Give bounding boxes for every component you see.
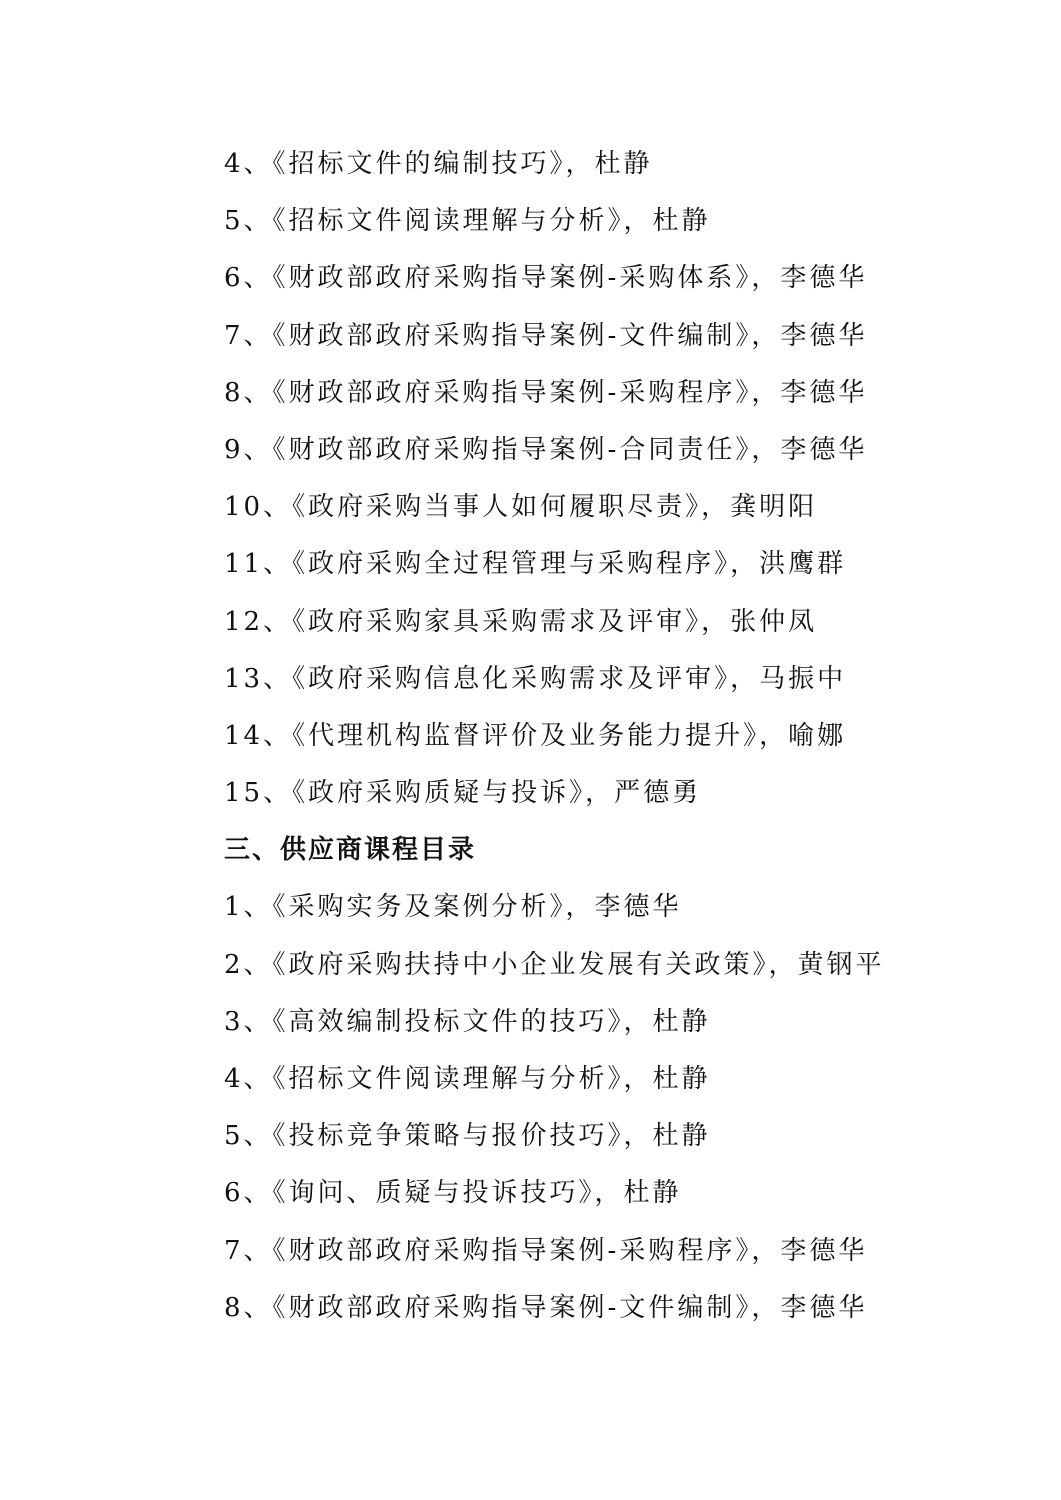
- list-item: 4、《招标文件的编制技巧》，杜静: [224, 149, 653, 179]
- list-item: 4、《招标文件阅读理解与分析》，杜静: [224, 1064, 711, 1094]
- list-item: 6、《询问、质疑与投诉技巧》，杜静: [224, 1178, 682, 1209]
- list-item: 3、《高效编制投标文件的技巧》，杜静: [224, 1006, 711, 1037]
- list-item: 10、《政府采购当事人如何履职尽责》，龚明阳: [224, 492, 818, 523]
- list-item: 7、《财政部政府采购指导案例-采购程序》，李德华: [224, 1235, 868, 1266]
- list-item: 2、《政府采购扶持中小企业发展有关政策》，黄钢平: [224, 949, 885, 980]
- list-item: 6、《财政部政府采购指导案例-采购体系》，李德华: [224, 263, 868, 294]
- list-item: 15、《政府采购质疑与投诉》，严德勇: [224, 778, 702, 809]
- section-heading-supplier-courses: 三、供应商课程目录: [224, 835, 477, 866]
- list-item: 8、《财政部政府采购指导案例-采购程序》，李德华: [224, 377, 868, 408]
- course-list: [224, 136, 944, 1337]
- list-item: 5、《招标文件阅读理解与分析》，杜静: [224, 206, 711, 237]
- list-item: 11、《政府采购全过程管理与采购程序》，洪鹰群: [224, 549, 847, 580]
- list-item: 13、《政府采购信息化采购需求及评审》，马振中: [224, 663, 847, 694]
- list-item: 1、《采购实务及案例分析》，李德华: [224, 892, 682, 923]
- list-item: 9、《财政部政府采购指导案例-合同责任》，李德华: [224, 434, 868, 465]
- list-item: 7、《财政部政府采购指导案例-文件编制》，李德华: [224, 320, 868, 351]
- list-item: 14、《代理机构监督评价及业务能力提升》，喻娜: [224, 720, 847, 751]
- list-item: 5、《投标竞争策略与报价技巧》，杜静: [224, 1121, 711, 1152]
- list-item: 12、《政府采购家具采购需求及评审》，张仲凤: [224, 606, 818, 637]
- list-item: 8、《财政部政府采购指导案例-文件编制》，李德华: [224, 1292, 868, 1323]
